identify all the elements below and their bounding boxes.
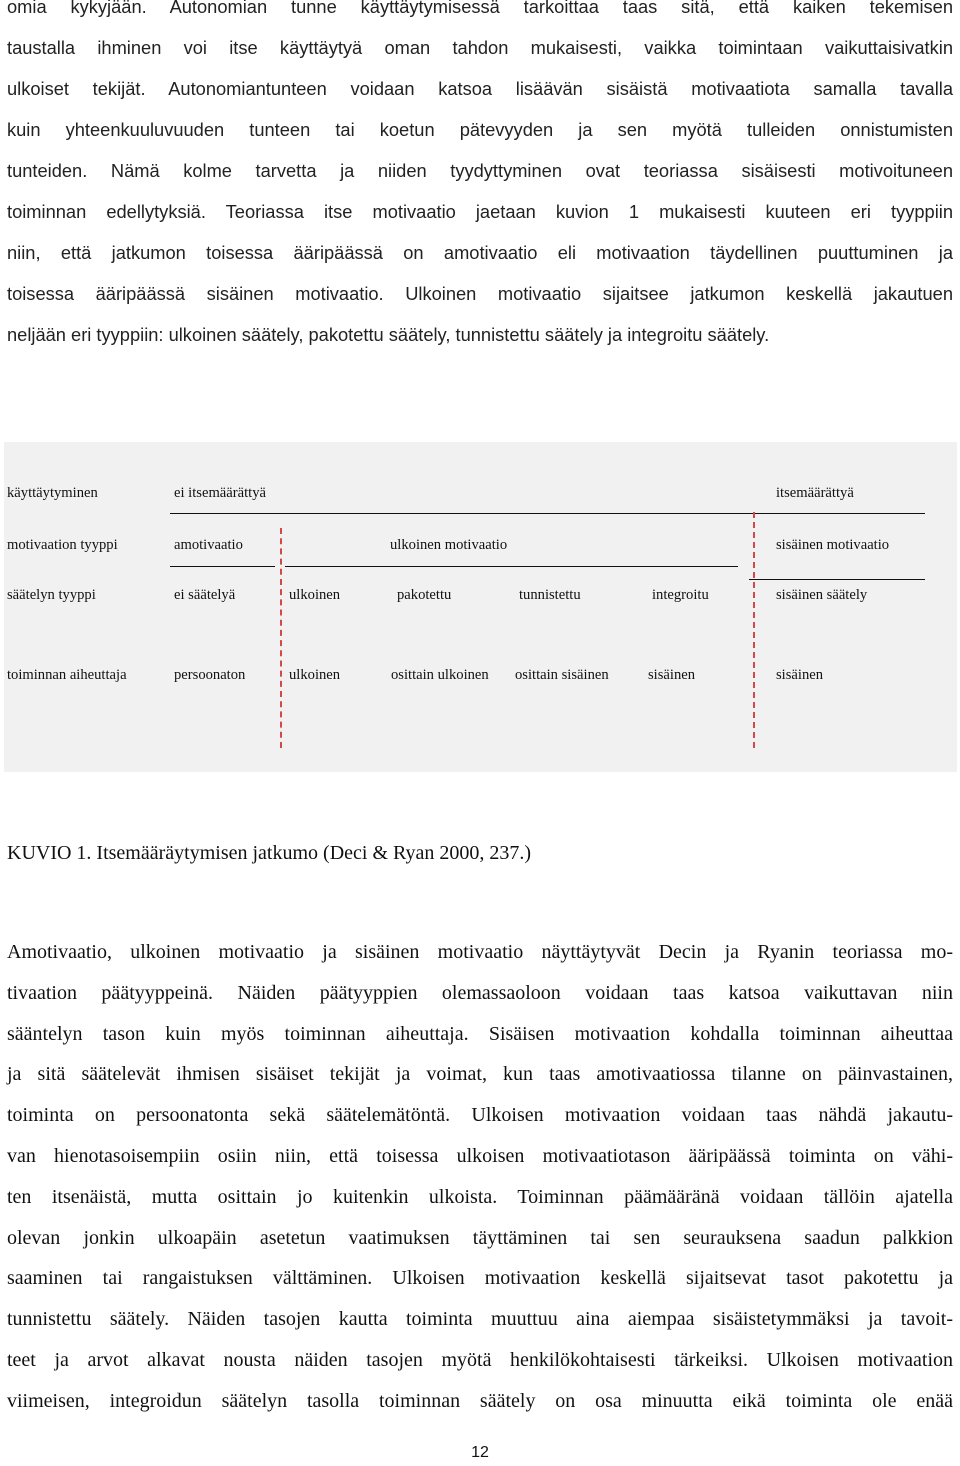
behavior-continuum-line	[170, 513, 925, 514]
text-line: Amotivaatio, ulkoinen motivaatio ja sisäinen motivaatio näyttäytyvät Decin ja Ryanin teoriassa mo-	[7, 941, 953, 963]
amotivation-segment-line	[170, 566, 275, 567]
cell-identified-regulation: tunnistettu	[519, 587, 581, 603]
cell-external: ulkoinen	[289, 667, 341, 683]
page-number: 12	[471, 1444, 489, 1461]
cell-external-regulation: ulkoinen	[289, 587, 341, 603]
row-label-regulation-type: säätelyn tyyppi	[7, 587, 96, 603]
text-line: niin, että jatkumon toisessa ääripäässä on amotivaatio eli motivaation täydellinen puuttuminen ja	[7, 242, 953, 263]
cell-internal-intrinsic: sisäinen	[776, 667, 824, 683]
text-line: ja sitä säätelevät ihmisen sisäiset tekijät ja voimat, kun taas amotivaatiossa tilanne on päinvastainen,	[7, 1063, 953, 1086]
figure-caption: KUVIO 1. Itsemääräytymisen jatkumo (Deci & Ryan 2000, 237.)	[7, 842, 532, 864]
cell-internal: sisäinen	[648, 667, 696, 683]
row-label-behavior: käyttäytyminen	[7, 485, 98, 501]
text-line: taustalla ihminen voi itse käyttäytyä oman tahdon mukaisesti, vaikka toimintaan vaikuttaisivatkin	[7, 37, 953, 58]
intrinsic-segment-line	[749, 579, 925, 580]
divider-extrinsic-intrinsic	[753, 512, 755, 748]
text-line: ten itsenäistä, mutta osittain jo kuitenkin ulkoista. Toiminnan päämääränä voidaan tällöin ajatella	[7, 1185, 953, 1208]
text-line: sääntelyn tason kuin myös toiminnan aiheuttaja. Sisäisen motivaation kohdalla toiminnan aiheuttaa	[7, 1022, 953, 1045]
extrinsic-segment-line	[285, 566, 738, 567]
cell-introjected-regulation: pakotettu	[397, 587, 452, 603]
row-label-locus-of-causality: toiminnan aiheuttaja	[7, 667, 127, 683]
text-line: kuin yhteenkuuluvuuden tunteen tai koetun pätevyyden ja sen myötä tulleiden onnistumisten	[7, 119, 953, 140]
text-line: teet ja arvot alkavat nousta näiden tasojen myötä henkilökohtaisesti tärkeiksi. Ulkoisen motivaation	[7, 1348, 953, 1371]
text-line: tunnistettu säätely. Näiden tasojen kautta toiminta muuttuu aina aiempaa sisäistetymmäksi ja tavoit-	[7, 1308, 953, 1331]
text-line: ulkoiset tekijät. Autonomiantunteen voidaan katsoa lisäävän sisäistä motivaatiota samalla tavalla	[7, 78, 953, 99]
text-line: van hienotasoisempiin osiin niin, että toisessa ulkoisen motivaatiotason ääripäässä toiminta on vähi-	[7, 1144, 953, 1167]
cell-extrinsic-motivation: ulkoinen motivaatio	[390, 537, 508, 553]
cell-somewhat-internal: osittain sisäinen	[515, 667, 609, 683]
cell-integrated-regulation: integroitu	[652, 587, 709, 603]
cell-non-regulation: ei säätelyä	[174, 587, 236, 603]
text-line: viimeisen, integroidun säätelyn tasolla toiminnan säätely on osa minuutta eikä toiminta ole enää	[7, 1389, 953, 1412]
text-line: toiminnan edellytyksiä. Teoriassa itse motivaatio jaetaan kuvion 1 mukaisesti kuuteen eri tyyppiin	[7, 201, 953, 222]
cell-intrinsic-regulation: sisäinen säätely	[776, 587, 868, 603]
divider-amotivation-extrinsic	[280, 528, 282, 748]
cell-not-self-determined: ei itsemäärättyä	[174, 485, 266, 501]
cell-amotivation: amotivaatio	[174, 537, 243, 553]
row-label-motivation-type: motivaation tyyppi	[7, 537, 118, 553]
text-line: tivaation päätyyppeinä. Näiden päätyyppien olemassaoloon voidaan taas katsoa vaikuttavan niin	[7, 981, 953, 1004]
text-line: toiminta on persoonatonta sekä säätelemätöntä. Ulkoisen motivaation voidaan taas nähdä jakautu-	[7, 1104, 953, 1127]
cell-somewhat-external: osittain ulkoinen	[391, 667, 489, 683]
cell-self-determined: itsemäärättyä	[776, 485, 854, 501]
cell-intrinsic-motivation: sisäinen motivaatio	[776, 537, 890, 553]
text-line: saaminen tai rangaistuksen välttäminen. Ulkoisen motivaation keskellä sijaitsevat tasot pakotettu ja	[7, 1267, 953, 1290]
body-paragraph-bottom	[7, 932, 953, 1422]
text-line: omia kykyjään. Autonomian tunne käyttäytymisessä tarkoittaa taas sitä, että kaiken tekemisen	[7, 0, 953, 17]
text-line: olevan jonkin ulkoapäin asetetun vaatimuksen täyttäminen tai sen seurauksena saadun palkkion	[7, 1226, 953, 1249]
text-line: toisessa ääripäässä sisäinen motivaatio. Ulkoinen motivaatio sijaitsee jatkumon keskellä jakautuen	[7, 283, 953, 304]
continuum-figure	[4, 442, 957, 772]
text-line: tunteiden. Nämä kolme tarvetta ja niiden tyydyttyminen ovat teoriassa sisäisesti motivoituneen	[7, 160, 953, 181]
body-paragraph-top	[7, 0, 953, 355]
text-line: neljään eri tyyppiin: ulkoinen säätely, pakotettu säätely, tunnistettu säätely ja integroitu säätely.	[7, 324, 770, 345]
cell-impersonal: persoonaton	[174, 667, 246, 683]
